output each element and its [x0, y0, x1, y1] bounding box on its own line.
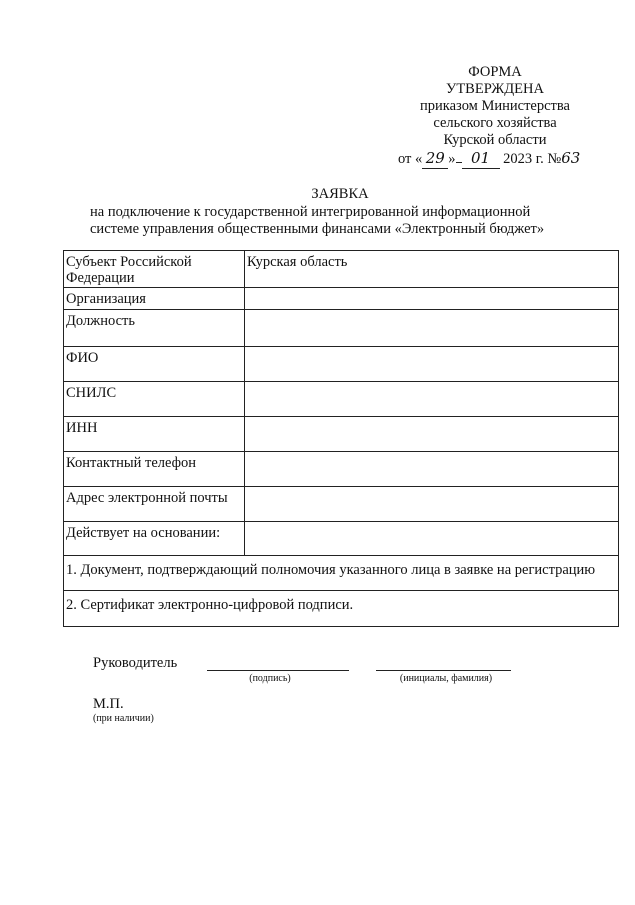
row-value — [245, 288, 619, 310]
form-label: ФОРМА — [468, 64, 522, 80]
row-value — [245, 382, 619, 417]
row-value — [245, 347, 619, 382]
row-label: Адрес электронной почты — [64, 487, 245, 522]
document-subtitle-1: на подключение к государственной интегрированной информационной — [90, 204, 531, 220]
seal-note: (при наличии) — [93, 713, 154, 724]
row-label: Субъект Российской Федерации — [64, 251, 245, 288]
row-label: Контактный телефон — [64, 452, 245, 487]
head-label: Руководитель — [93, 655, 178, 671]
table-row — [64, 288, 619, 310]
approved-label: УТВЕРЖДЕНА — [446, 81, 544, 97]
table-row — [64, 487, 619, 522]
document-title: ЗАЯВКА — [311, 186, 369, 202]
row-label: СНИЛС — [64, 382, 245, 417]
document-item: 1. Документ, подтверждающий полномочия указанного лица в заявке на регистрацию — [64, 556, 619, 591]
row-value — [245, 487, 619, 522]
document-item: 2. Сертификат электронно-цифровой подписи. — [64, 591, 619, 627]
region-line: Курской области — [443, 132, 547, 148]
row-value — [245, 452, 619, 487]
table-row — [64, 591, 619, 627]
table-row — [64, 452, 619, 487]
row-label: Организация — [64, 288, 245, 310]
table-row — [64, 417, 619, 452]
signature-line — [207, 670, 349, 671]
row-value — [245, 310, 619, 347]
signature-caption: (подпись) — [249, 673, 291, 684]
row-label: Должность — [64, 310, 245, 347]
approval-block — [380, 64, 610, 149]
table-row — [64, 347, 619, 382]
ministry-line: сельского хозяйства — [433, 115, 557, 131]
application-table — [63, 250, 619, 627]
order-line: приказом Министерства — [420, 98, 570, 114]
row-value — [245, 522, 619, 556]
order-month: 01 — [462, 148, 500, 169]
document-subtitle-2: системе управления общественными финансами «Электронный бюджет» — [90, 221, 545, 237]
order-day: 29 — [422, 148, 448, 169]
order-date-line: от « 29 » 01 2023 г. №63 — [398, 149, 581, 167]
table-row — [64, 251, 619, 288]
seal-label: М.П. — [93, 696, 124, 712]
table-row — [64, 310, 619, 347]
row-label: ФИО — [64, 347, 245, 382]
name-line — [376, 670, 511, 671]
row-value — [245, 417, 619, 452]
table-row — [64, 556, 619, 591]
row-label: ИНН — [64, 417, 245, 452]
order-number: 63 — [561, 149, 581, 167]
row-label: Действует на основании: — [64, 522, 245, 556]
table-row — [64, 522, 619, 556]
table-row — [64, 382, 619, 417]
row-value: Курская область — [245, 251, 619, 288]
name-caption: (инициалы, фамилия) — [399, 673, 493, 684]
